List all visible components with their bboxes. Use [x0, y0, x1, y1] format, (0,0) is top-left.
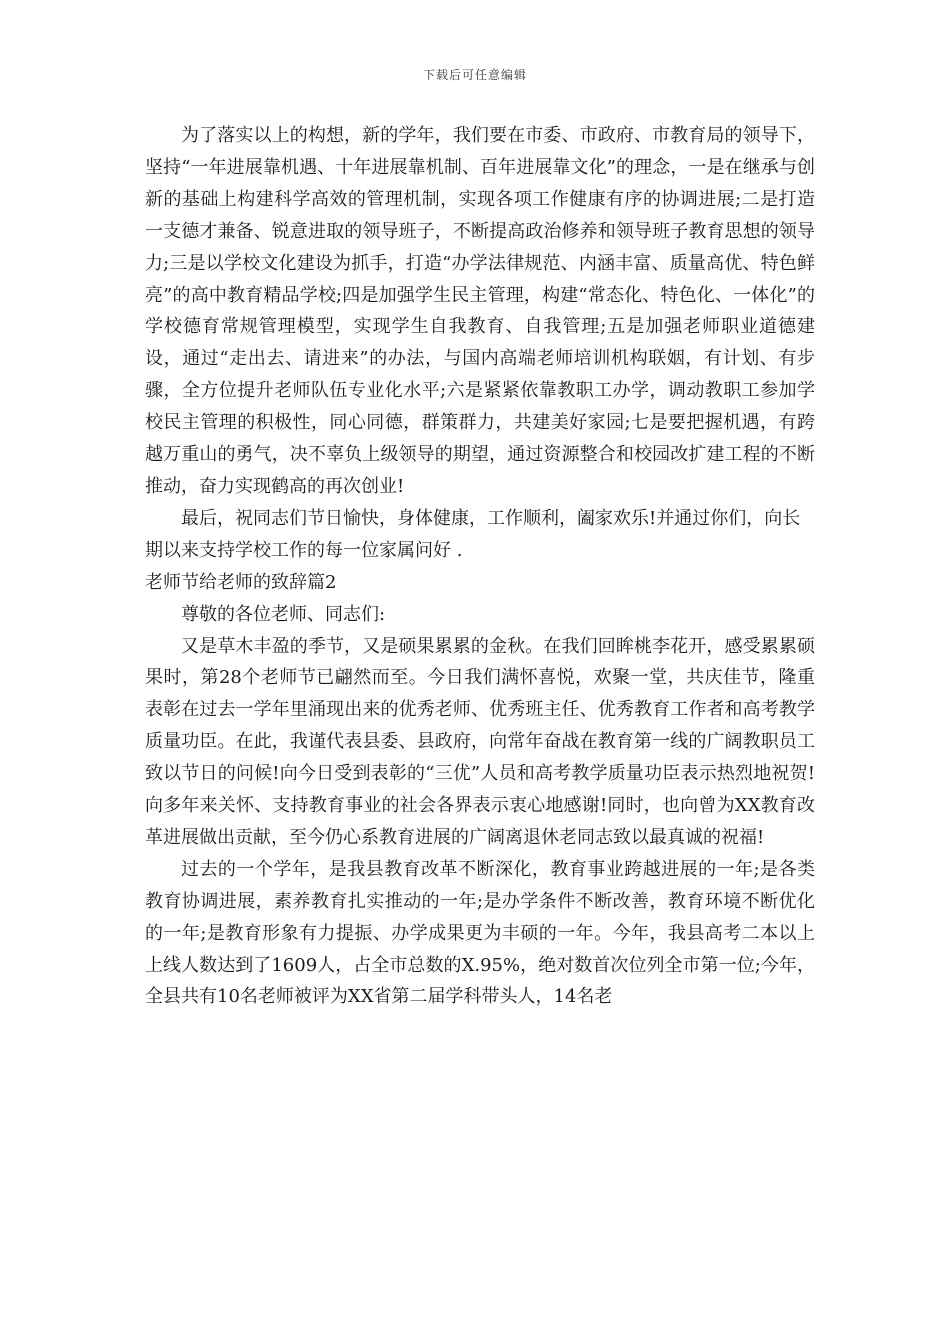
paragraph-closing-wishes: 最后，祝同志们节日愉快，身体健康，工作顺利，阖家欢乐!并通过你们，向长期以来支持学校工作的每一位家属问好 . — [145, 507, 801, 561]
paragraph-plan: 为了落实以上的构想，新的学年，我们要在市委、市政府、市教育局的领导下，坚持“一年进展靠机遇、十年进展靠机制、百年进展靠文化”的理念，一是在继承与创新的基础上构建科学高效的管理机制，实现各项工作健康有序的协调进展;二是打造一支德才兼备、锐意进取的领导班子，不断提高政治修养和领导班子教育思想的领导力;三是以学校文化建设为抓手，打造“办学法律规范、内涵丰富、质量高优、特色鲜亮”的高中教育精品学校;四是加强学生民主管理，构建“常态化、特色化、一体化”的学校德育常规管理模型，实现学生自我教育、自我管理;五是加强老师职业道德建设，通过“走出去、请进来”的办法，与国内高端老师培训机构联姻，有计划、有步骤，全方位提升老师队伍专业化水平;六是紧紧依靠教职工办学，调动教职工参加学校民主管理的积极性，同心同德，群策群力，共建美好家园;七是要把握机遇，有跨越万重山的勇气，决不辜负上级领导的期望，通过资源整合和校园改扩建工程的不断推动，奋力实现鹤高的再次创业! — [145, 125, 815, 497]
salutation: 尊敬的各位老师、同志们: — [181, 603, 386, 625]
paragraph-past-year: 过去的一个学年，是我县教育改革不断深化，教育事业跨越进展的一年;是各类教育协调进展，素养教育扎实推动的一年;是办学条件不断改善，教育环境不断优化的一年;是教育形象有力提振、办学成果更为丰硕的一年。今年，我县高考二本以上上线人数达到了1609人，占全市总数的X.95%，绝对数首次位列全市第一位;今年，全县共有10名老师被评为XX省第二届学科带头人，14名老 — [145, 858, 815, 1008]
document-body — [145, 120, 815, 1013]
section-heading: 老师节给老师的致辞篇2 — [145, 571, 337, 593]
paragraph-teachers-day: 又是草木丰盈的季节，又是硕果累累的金秋。在我们回眸桃李花开，感受累累硕果时，第28个老师节已翩然而至。今日我们满怀喜悦，欢聚一堂，共庆佳节，隆重表彰在过去一学年里涌现出来的优秀老师、优秀班主任、优秀教育工作者和高考教学质量功臣。在此，我谨代表县委、县政府，向常年奋战在教育第一线的广阔教职员工致以节日的问候!向今日受到表彰的“三优”人员和高考教学质量功臣表示热烈地祝贺!向多年来关怀、支持教育事业的社会各界表示衷心地感谢!同时，也向曾为XX教育改革进展做出贡献，至今仍心系教育进展的广阔离退休老同志致以最真诚的祝福! — [145, 635, 815, 848]
page-header-note: 下载后可任意编辑 — [422, 68, 527, 82]
